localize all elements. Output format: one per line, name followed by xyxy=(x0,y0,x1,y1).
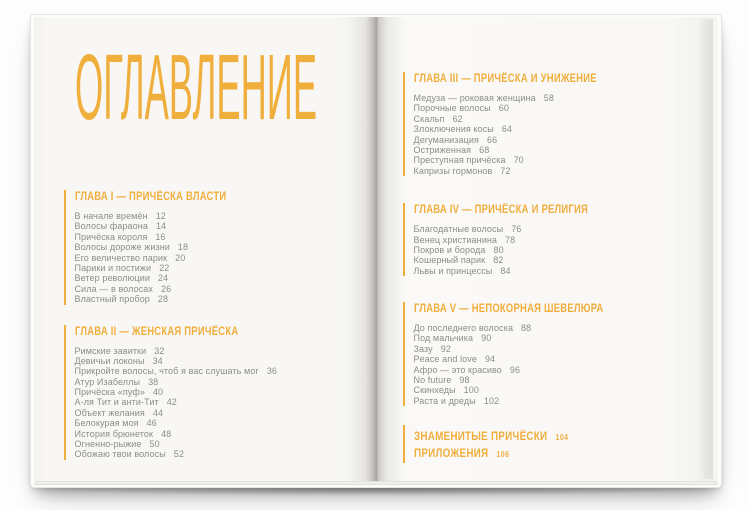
toc-section xyxy=(403,302,718,406)
toc-item xyxy=(75,221,377,231)
section-heading-label: ГЛАВА V — НЕПОКОРНАЯ ШЕВЕЛЮРА xyxy=(413,303,603,316)
toc-title-wrap xyxy=(75,37,376,137)
toc-item-label: Белокурая моя xyxy=(74,418,139,429)
toc-item-page: 84 xyxy=(500,265,511,276)
section-heading xyxy=(414,302,719,314)
toc-item xyxy=(414,135,719,145)
toc-item xyxy=(414,266,719,276)
toc-item xyxy=(75,449,377,459)
right-page-sections xyxy=(414,72,718,406)
toc-item xyxy=(414,333,719,343)
toc-item-label: Медуза — роковая женщина xyxy=(413,93,536,103)
toc-item-label: Злоключения косы xyxy=(413,124,494,135)
toc-section xyxy=(64,325,376,460)
toc-item-page: 82 xyxy=(493,255,504,266)
toc-item-page: 90 xyxy=(481,333,492,344)
footer-entry xyxy=(414,427,719,444)
toc-item-list xyxy=(414,93,719,176)
toc-item-page: 12 xyxy=(155,211,166,221)
toc-item xyxy=(414,235,719,245)
toc-item-label: Волосы фараона xyxy=(74,221,148,232)
toc-item-page: 52 xyxy=(173,449,185,460)
toc-item xyxy=(414,344,719,354)
section-heading-label: ГЛАВА I — ПРИЧЁСКА ВЛАСТИ xyxy=(74,191,226,203)
toc-item-page: 20 xyxy=(175,252,186,263)
toc-item xyxy=(75,356,377,366)
toc-item xyxy=(75,232,377,242)
toc-item-label: Причёска «пуф» xyxy=(74,387,145,398)
toc-item-list xyxy=(75,346,377,460)
toc-item-page: 50 xyxy=(149,439,160,450)
toc-item xyxy=(414,255,719,265)
toc-item xyxy=(75,366,377,376)
toc-item-label: Парики и постижи xyxy=(74,262,152,273)
toc-item-page: 58 xyxy=(543,93,554,103)
section-heading xyxy=(75,190,377,202)
toc-section xyxy=(403,203,718,276)
toc-item-page: 42 xyxy=(166,397,177,408)
toc-item xyxy=(414,124,719,134)
toc-item-label: Волосы дороже жизни xyxy=(74,242,170,253)
toc-item xyxy=(75,439,377,449)
toc-item-label: Дегуманизация xyxy=(413,134,479,145)
toc-item xyxy=(75,211,377,221)
toc-item-page: 44 xyxy=(152,407,164,418)
footer-entry-label: ЗНАМЕНИТЫЕ ПРИЧЁСКИ xyxy=(413,429,547,444)
footer-entry-page: 104 xyxy=(555,432,568,443)
toc-item-label: Обожаю твои волосы xyxy=(74,449,166,460)
toc-item-list xyxy=(414,224,719,276)
toc-item xyxy=(414,155,719,165)
toc-item-page: 88 xyxy=(521,323,532,334)
toc-item xyxy=(414,166,719,176)
toc-item-label: Раста и дреды xyxy=(413,395,476,406)
toc-item xyxy=(75,397,377,407)
toc-item-page: 64 xyxy=(501,124,513,135)
book-spread xyxy=(34,17,718,481)
footer-entry-label: ПРИЛОЖЕНИЯ xyxy=(413,446,488,461)
toc-item-page: 32 xyxy=(154,345,165,356)
toc-item xyxy=(75,242,377,252)
toc-item-page: 14 xyxy=(155,221,167,232)
toc-item-label: Его величество парик xyxy=(74,252,168,263)
section-heading xyxy=(75,325,377,337)
toc-item-label: Остриженная xyxy=(413,144,472,155)
book xyxy=(30,14,722,488)
toc-item-label: До последнего волоска xyxy=(413,323,514,334)
toc-item-label: Огненно-рыжие xyxy=(74,439,142,450)
toc-item-label: Покров и борода xyxy=(413,244,486,255)
footer-entry-text xyxy=(414,445,509,463)
toc-item-list xyxy=(75,211,377,305)
toc-item-label: Венец христианина xyxy=(413,234,497,245)
toc-item-label: Девичьи локоны xyxy=(74,355,145,366)
toc-item-page: 28 xyxy=(157,294,169,305)
toc-item-page: 38 xyxy=(148,376,159,387)
toc-title: ОГЛАВЛЕНИЕ xyxy=(75,35,318,139)
toc-item-label: Зазу xyxy=(413,343,433,354)
right-page xyxy=(376,17,718,481)
toc-item-label: Кошерный парик xyxy=(413,255,486,266)
left-page-sections xyxy=(75,190,376,460)
toc-item-label: No future xyxy=(413,375,452,386)
toc-item-page: 72 xyxy=(500,165,511,176)
toc-item-label: Львы и принцессы xyxy=(413,265,493,276)
toc-item xyxy=(414,114,719,124)
toc-item xyxy=(75,294,377,304)
toc-item-page: 40 xyxy=(152,387,164,398)
toc-item-label: Порочные волосы xyxy=(413,103,491,114)
left-page xyxy=(34,17,376,481)
toc-item-page: 80 xyxy=(493,244,504,255)
footer-entry xyxy=(414,444,719,461)
toc-item xyxy=(414,354,719,364)
toc-item-page: 92 xyxy=(440,343,451,354)
toc-item xyxy=(414,103,719,113)
toc-item xyxy=(75,429,377,439)
toc-item-label: Благодатные волосы xyxy=(413,224,504,235)
toc-item-page: 98 xyxy=(459,375,470,386)
toc-item xyxy=(414,396,719,406)
toc-item-label: Капризы гормонов xyxy=(413,165,493,176)
footer-entry-page: 106 xyxy=(496,449,509,460)
toc-item xyxy=(414,93,719,103)
toc-item-page: 100 xyxy=(463,385,479,396)
toc-item xyxy=(75,273,377,283)
toc-item xyxy=(414,323,719,333)
toc-item-label: А-ля Тит и анти-Тит xyxy=(74,397,159,408)
toc-item-label: Преступная причёска xyxy=(413,155,506,166)
toc-item-page: 66 xyxy=(486,134,498,145)
toc-item-label: Ветер революции xyxy=(74,273,150,284)
toc-item-page: 60 xyxy=(498,103,509,114)
toc-item-list xyxy=(414,323,719,406)
toc-item-label: Причёска короля xyxy=(74,231,148,242)
toc-item-label: Под мальчика xyxy=(413,333,474,344)
toc-item-label: Peace and love xyxy=(413,354,477,365)
section-heading-label: ГЛАВА II — ЖЕНСКАЯ ПРИЧЁСКА xyxy=(74,325,238,338)
toc-item xyxy=(75,377,377,387)
toc-item-page: 94 xyxy=(484,354,496,365)
toc-item-page: 96 xyxy=(509,364,521,375)
toc-item-label: Властный пробор xyxy=(74,294,150,305)
toc-item-label: Афро — это красиво xyxy=(413,364,502,375)
footer-entry-text xyxy=(414,428,568,446)
section-heading xyxy=(414,72,719,84)
toc-item xyxy=(414,245,719,255)
toc-item xyxy=(414,365,719,375)
toc-item xyxy=(414,385,719,395)
toc-item-page: 34 xyxy=(152,355,163,366)
toc-item xyxy=(75,253,377,263)
section-heading-label: ГЛАВА IV — ПРИЧЁСКА И РЕЛИГИЯ xyxy=(413,204,588,217)
toc-item-label: Атур Изабеллы xyxy=(74,376,141,387)
section-heading-label: ГЛАВА III — ПРИЧЁСКА И УНИЖЕНИЕ xyxy=(413,73,597,85)
toc-section xyxy=(403,72,718,176)
toc-item-page: 62 xyxy=(452,113,463,124)
toc-item-page: 70 xyxy=(513,155,524,166)
footer-entries xyxy=(403,425,718,463)
toc-section xyxy=(64,190,376,305)
toc-item-label: История брюнеток xyxy=(74,428,154,439)
toc-item xyxy=(414,224,719,234)
toc-item xyxy=(75,284,377,294)
toc-item-page: 16 xyxy=(155,231,166,242)
toc-item-label: Сила — в волосах xyxy=(74,283,154,294)
toc-item xyxy=(75,418,377,428)
toc-item xyxy=(75,263,377,273)
toc-item-page: 22 xyxy=(159,262,170,273)
toc-item-label: Скальп xyxy=(413,113,445,124)
toc-item-label: Объект желания xyxy=(74,407,145,418)
toc-item-page: 18 xyxy=(177,242,189,253)
toc-item-page: 68 xyxy=(479,144,490,155)
toc-item-page: 46 xyxy=(146,418,157,429)
toc-item-label: Скинхеды xyxy=(413,385,456,396)
toc-item xyxy=(414,375,719,385)
toc-item xyxy=(75,346,377,356)
toc-item-label: Прикройте волосы, чтоб я вас слушать мог xyxy=(74,366,259,377)
section-heading xyxy=(414,203,719,215)
toc-item-label: В начале времён xyxy=(74,211,148,221)
toc-item-label: Римские завитки xyxy=(74,345,147,356)
toc-item-page: 76 xyxy=(511,224,522,235)
toc-item-page: 78 xyxy=(505,234,516,245)
toc-item xyxy=(75,387,377,397)
toc-item-page: 102 xyxy=(483,395,500,406)
toc-item xyxy=(75,408,377,418)
toc-item-page: 24 xyxy=(157,273,169,284)
toc-item-page: 48 xyxy=(161,428,172,439)
toc-item xyxy=(414,145,719,155)
toc-item-page: 36 xyxy=(266,366,278,377)
toc-item-page: 26 xyxy=(161,283,172,294)
